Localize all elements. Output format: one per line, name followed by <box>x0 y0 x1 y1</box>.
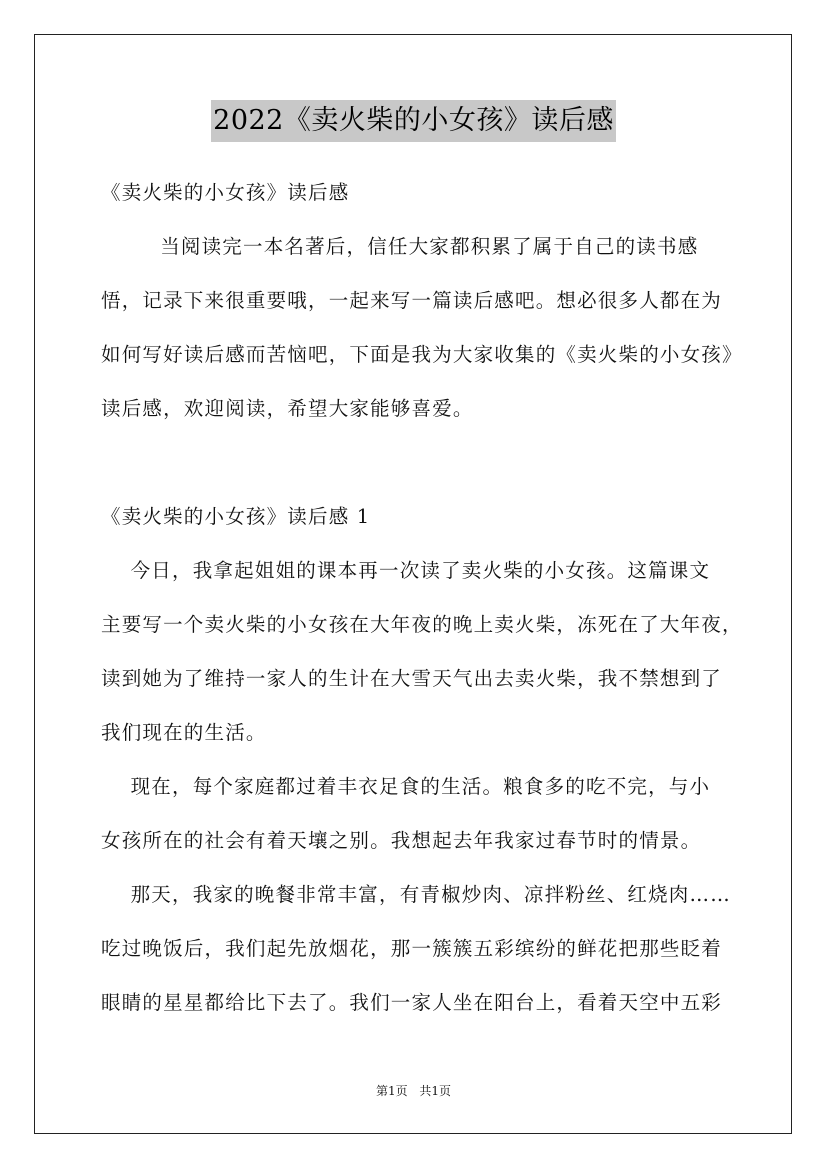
body-line: 我们现在的生活。 <box>101 721 267 744</box>
intro-line: 如何写好读后感而苦恼吧，下面是我为大家收集的《卖火柴的小女孩》 <box>101 343 743 366</box>
body-line: 眼睛的星星都给比下去了。我们一家人坐在阳台上，看着天空中五彩 <box>101 991 723 1014</box>
title-container <box>0 100 827 142</box>
document-title: 2022《卖火柴的小女孩》读后感 <box>211 100 616 142</box>
body-line: 主要写一个卖火柴的小女孩在大年夜的晚上卖火柴，冻死在了大年夜， <box>101 613 743 636</box>
intro-line: 当阅读完一本名著后，信任大家都积累了属于自己的读书感 <box>101 235 699 258</box>
body-line: 今日，我拿起姐姐的课本再一次读了卖火柴的小女孩。这篇课文 <box>101 559 711 582</box>
body-line: 现在，每个家庭都过着丰衣足食的生活。粮食多的吃不完，与小 <box>101 775 711 798</box>
intro-line: 读后感，欢迎阅读，希望大家能够喜爱。 <box>101 397 474 420</box>
subtitle: 《卖火柴的小女孩》读后感 <box>101 181 350 204</box>
page-total: 共1页 <box>419 1084 452 1098</box>
body-line: 读到她为了维持一家人的生计在大雪天气出去卖火柴，我不禁想到了 <box>101 667 723 690</box>
page-number: 第1页 <box>375 1084 408 1098</box>
section-heading: 《卖火柴的小女孩》读后感 1 <box>101 505 371 528</box>
body-line: 那天，我家的晚餐非常丰富，有青椒炒肉、凉拌粉丝、红烧肉…… <box>101 883 731 906</box>
page-footer <box>0 1082 827 1099</box>
intro-line: 悟，记录下来很重要哦，一起来写一篇读后感吧。想必很多人都在为 <box>101 289 723 312</box>
document-body <box>101 174 743 1038</box>
body-line: 吃过晚饭后，我们起先放烟花，那一簇簇五彩缤纷的鲜花把那些眨着 <box>101 937 723 960</box>
body-line: 女孩所在的社会有着天壤之别。我想起去年我家过春节时的情景。 <box>101 829 702 852</box>
paragraph-gap <box>101 444 729 498</box>
